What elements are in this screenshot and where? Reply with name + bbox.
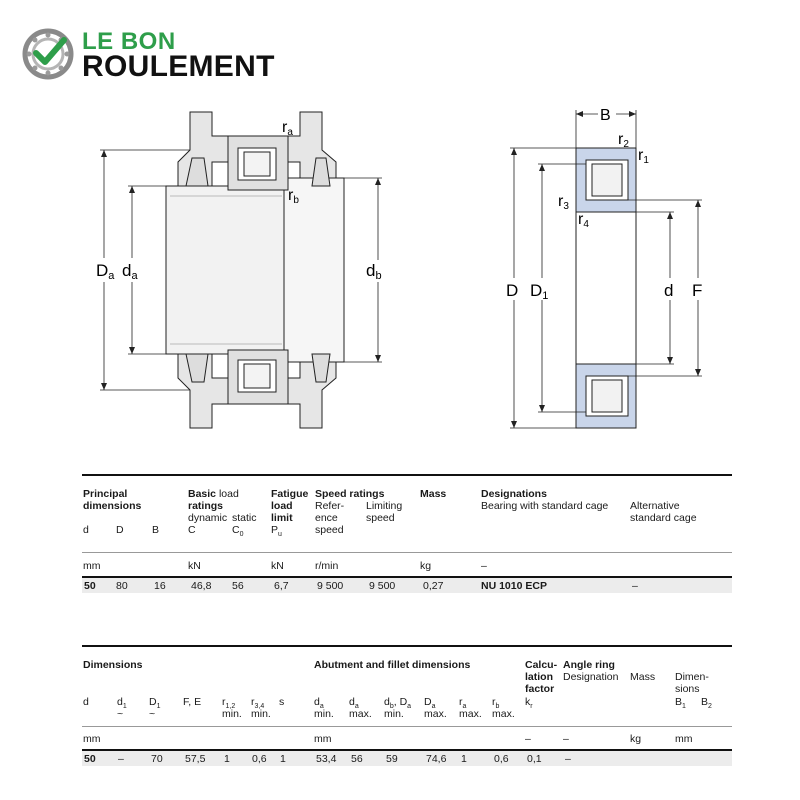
h2-dim-2: sions <box>675 683 700 695</box>
cell-ref-speed: 9 500 <box>317 580 344 592</box>
h-ratings: ratings <box>188 500 224 512</box>
s-r34: $r_{3,4}$ <box>251 696 265 711</box>
table-row <box>82 751 732 766</box>
unit-mm: mm <box>83 560 101 572</box>
s-rb: $r_b$ <box>492 696 500 711</box>
label-d: d <box>664 281 674 300</box>
label-rb: rb <box>288 187 299 206</box>
label-D1: D1 <box>530 281 549 302</box>
cell2-da-max: 56 <box>351 753 363 765</box>
s-r12-min: min. <box>222 708 242 720</box>
unit2-kg: kg <box>630 733 642 745</box>
label-F: F <box>692 281 703 300</box>
unit2-mm: mm <box>83 733 101 745</box>
h2-angle-2: Designation <box>563 671 619 683</box>
label-r4: r4 <box>578 211 589 230</box>
h2-dimensions: Dimensions <box>83 659 143 671</box>
h2-angle-1: Angle ring <box>563 659 615 671</box>
s-db-Da: $d_b$, $D_a$ <box>384 696 412 711</box>
cell2-da-min: 53,4 <box>316 753 337 765</box>
s-r12: $r_{1,2}$ <box>222 696 236 711</box>
label-da: da <box>122 261 138 282</box>
s-d1: $d_1$ <box>117 696 127 711</box>
h-mass: Mass <box>420 488 447 500</box>
h-ref-2: ence <box>315 512 338 524</box>
h-ref-3: speed <box>315 524 344 536</box>
unit-kg: kg <box>420 560 432 572</box>
cell2-kr: 0,1 <box>527 753 542 765</box>
sym-D: D <box>116 524 124 536</box>
cell2-ra-max: 1 <box>461 753 467 765</box>
s-FE: F, E <box>183 696 202 708</box>
cell-D: 80 <box>116 580 128 592</box>
s-D1-tilde: ~ <box>149 708 156 720</box>
h-basic-load: Basic load <box>188 488 239 500</box>
bearing-check-icon <box>22 28 74 80</box>
label-ra: ra <box>282 119 293 138</box>
h-lim-2: speed <box>366 512 395 524</box>
unit-kN: kN <box>188 560 201 572</box>
s-B2: $B_2$ <box>701 696 712 711</box>
s-d1-tilde: ~ <box>117 708 124 720</box>
s-D1: $D_1$ <box>149 696 161 711</box>
unit2-dash-1: – <box>525 733 531 745</box>
cell-d: 50 <box>84 580 96 592</box>
cell-B: 16 <box>154 580 166 592</box>
unit2-mm-3: mm <box>675 733 693 745</box>
sym-C0: $C_0$ <box>232 524 244 539</box>
cell2-D1: 70 <box>151 753 163 765</box>
unit-rmin: r/min <box>315 560 339 572</box>
unit-dash: – <box>481 560 487 572</box>
h2-calc-3: factor <box>525 683 555 695</box>
cell-Pu: 6,7 <box>274 580 289 592</box>
s-db-min: min. <box>384 708 404 720</box>
cell-lim-speed: 9 500 <box>369 580 396 592</box>
s-rb-max: max. <box>492 708 515 720</box>
bearing-profile <box>576 148 636 428</box>
h2-dim-1: Dimen- <box>675 671 709 683</box>
s-ra-max: max. <box>459 708 482 720</box>
h-bearing-cage: Bearing with standard cage <box>481 500 609 512</box>
h-principal: Principal <box>83 488 128 500</box>
s-r34-min: min. <box>251 708 271 720</box>
cell2-angle-ring: – <box>565 753 571 765</box>
h-alt-2: standard cage <box>630 512 697 524</box>
h-fatigue-1: Fatigue <box>271 488 309 500</box>
sym-Pu: $P_u$ <box>271 524 282 539</box>
bearing-drawing <box>0 100 800 440</box>
s-da: $d_a$ <box>314 696 324 711</box>
h-ref-1: Refer- <box>315 500 345 512</box>
s-d: d <box>83 696 89 708</box>
cell-C0: 56 <box>232 580 244 592</box>
sym-B: B <box>152 524 160 536</box>
h-designations: Designations <box>481 488 547 500</box>
cell2-rb-max: 0,6 <box>494 753 509 765</box>
sym-C: C <box>188 524 196 536</box>
s-Da-max: max. <box>424 708 447 720</box>
cell2-d1: – <box>118 753 124 765</box>
cell-alternative: – <box>632 580 638 592</box>
cell2-Da-max: 74,6 <box>426 753 447 765</box>
sym-d: d <box>83 524 89 536</box>
h2-calc-2: lation <box>525 671 553 683</box>
s-ra: $r_a$ <box>459 696 467 711</box>
cell2-r12: 1 <box>224 753 230 765</box>
unit2-mm-2: mm <box>314 733 332 745</box>
h-static: static <box>232 512 257 524</box>
h-dynamic: dynamic <box>188 512 228 524</box>
s-da-min: min. <box>314 708 334 720</box>
brand-line1: LE BON <box>82 28 176 55</box>
s-s: s <box>279 696 285 708</box>
cell-mass: 0,27 <box>423 580 444 592</box>
label-D: D <box>506 281 519 300</box>
h2-calc-1: Calcu- <box>525 659 558 671</box>
cell2-s: 1 <box>280 753 286 765</box>
label-r2: r2 <box>618 131 629 150</box>
h-fatigue-2: load <box>271 500 293 512</box>
h-fatigue-3: limit <box>271 512 293 524</box>
label-r3: r3 <box>558 193 569 212</box>
brand-logo <box>22 26 302 86</box>
h-speed: Speed ratings <box>315 488 385 500</box>
h-dimensions: dimensions <box>83 500 142 512</box>
cell2-d: 50 <box>84 753 96 765</box>
shaft <box>166 178 344 362</box>
h-alt-1: Alternative <box>630 500 680 512</box>
s-B1: $B_1$ <box>675 696 686 711</box>
label-db: db <box>366 261 382 282</box>
cell2-r34: 0,6 <box>252 753 267 765</box>
cell2-db-min: 59 <box>386 753 398 765</box>
s-da-2: $d_a$ <box>349 696 359 711</box>
unit-kN-2: kN <box>271 560 284 572</box>
s-kr: $k_r$ <box>525 696 533 711</box>
s-da-max: max. <box>349 708 372 720</box>
s-Da: $D_a$ <box>424 696 436 711</box>
label-r1: r1 <box>638 147 649 166</box>
cell-C: 46,8 <box>191 580 212 592</box>
label-Da: Da <box>96 261 115 282</box>
h-lim-1: Limiting <box>366 500 403 512</box>
cell2-FE: 57,5 <box>185 753 206 765</box>
h2-mass: Mass <box>630 671 656 683</box>
cell-designation: NU 1010 ECP <box>481 580 547 592</box>
unit2-dash-2: – <box>563 733 569 745</box>
brand-line2: ROULEMENT <box>82 50 275 83</box>
h2-abutment: Abutment and fillet dimensions <box>314 659 471 671</box>
label-B: B <box>600 107 611 124</box>
